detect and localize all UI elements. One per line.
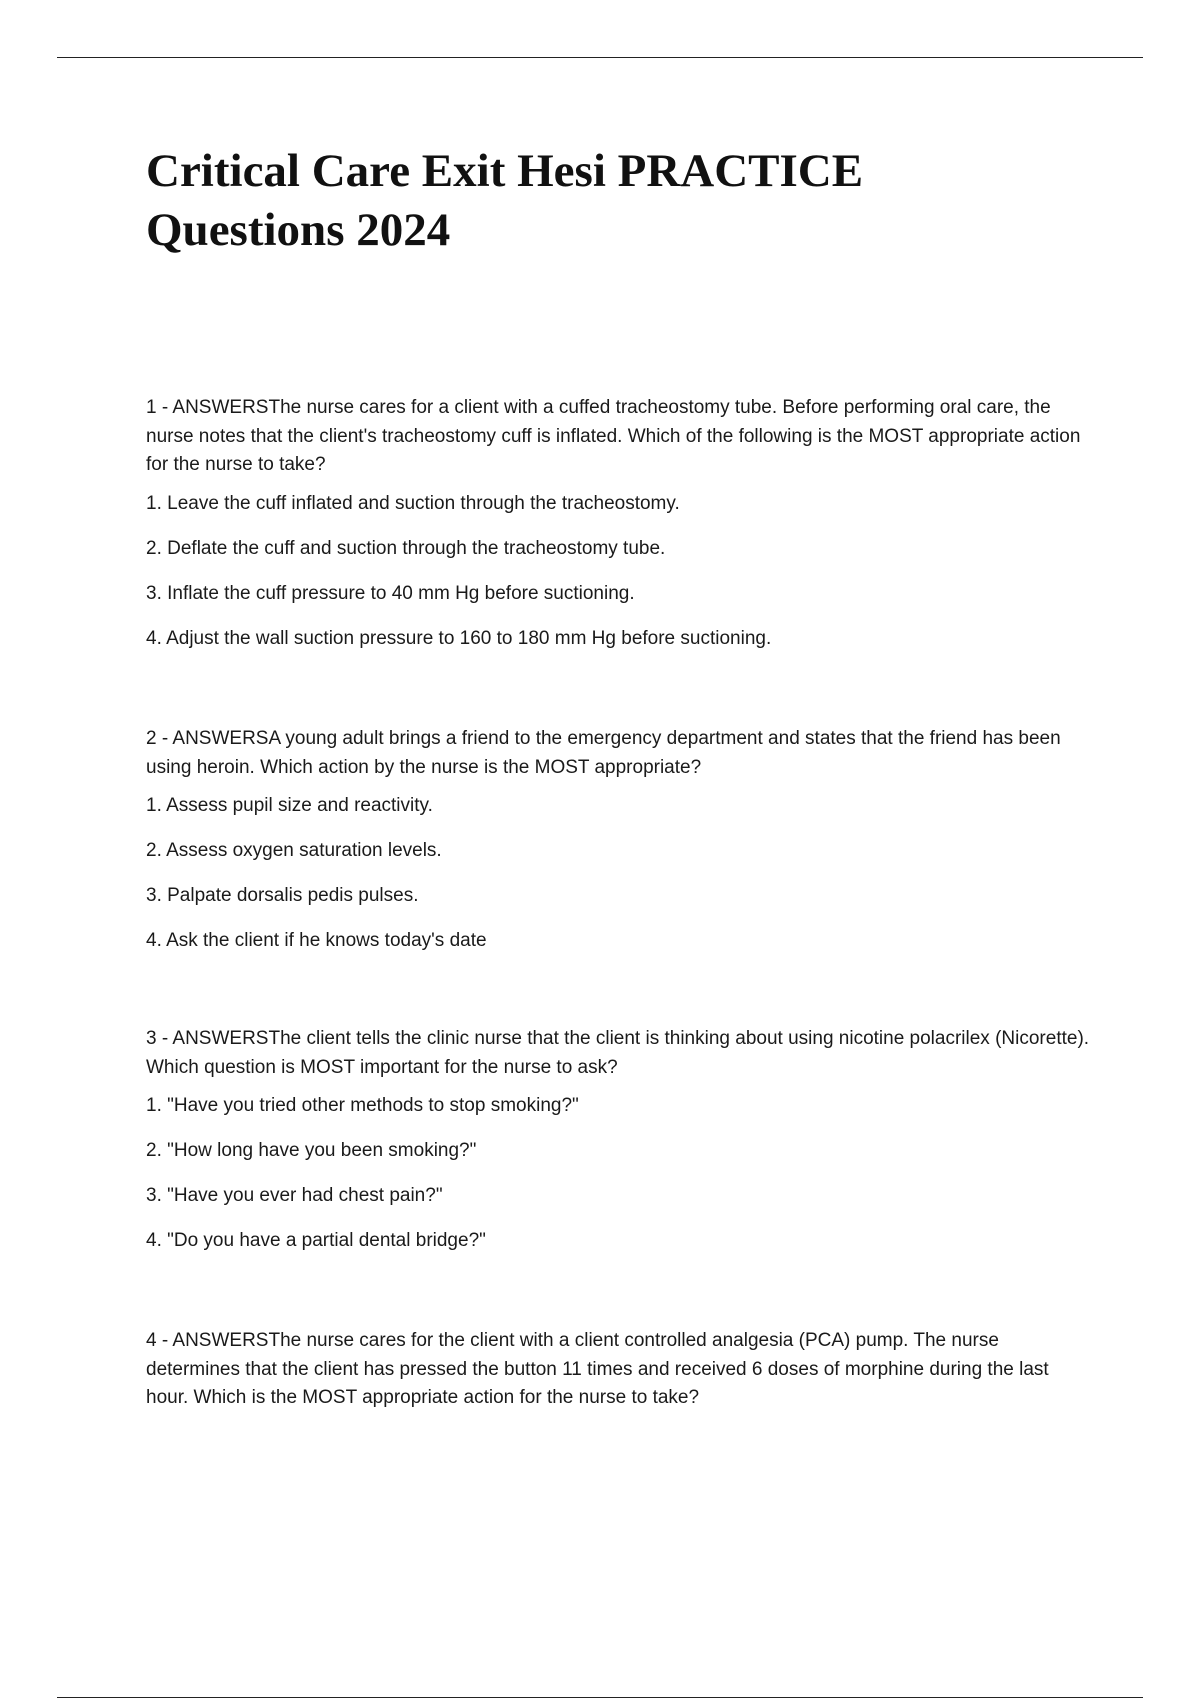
answer-option: 2. Assess oxygen saturation levels. <box>146 840 442 861</box>
answer-option: 4. Adjust the wall suction pressure to 160 to 180 mm Hg before suctioning. <box>146 627 772 649</box>
bottom-divider <box>57 1697 1143 1698</box>
answer-option: 3. Palpate dorsalis pedis pulses. <box>146 885 419 906</box>
question-text: 1 - ANSWERSThe nurse cares for a client with a cuffed tracheostomy tube. Before performing oral care, the nurse notes that the client's tracheostomy cuff is inflated. Which of the following is the MOST appropriate action for the nurse to take? <box>146 397 1081 475</box>
question-text: 4 - ANSWERSThe nurse cares for the client with a client controlled analgesia (PCA) pump. The nurse determines that the client has pressed the button 11 times and received 6 doses of morphine during the last hour. Which is the MOST appropriate action for the nurse to take? <box>146 1330 1049 1408</box>
answer-option: 1. Leave the cuff inflated and suction through the tracheostomy. <box>146 492 680 514</box>
question-text: 3 - ANSWERSThe client tells the clinic nurse that the client is thinking about using nicotine polacrilex (Nicorette). Which question is MOST important for the nurse to ask? <box>146 1028 1090 1078</box>
answer-option: 2. Deflate the cuff and suction through the tracheostomy tube. <box>146 537 666 559</box>
answer-options <box>146 490 1091 653</box>
answer-options <box>146 1092 1091 1255</box>
answer-option: 3. Inflate the cuff pressure to 40 mm Hg before suctioning. <box>146 582 635 604</box>
answer-option: 1. "Have you tried other methods to stop smoking?" <box>146 1095 579 1116</box>
question-text: 2 - ANSWERSA young adult brings a friend to the emergency department and states that the friend has been using heroin. Which action by the nurse is the MOST appropriate? <box>146 728 1061 778</box>
answer-options <box>146 792 1091 955</box>
question-2 <box>146 725 1091 972</box>
question-4 <box>146 1327 1091 1423</box>
answer-option: 4. "Do you have a partial dental bridge?" <box>146 1230 486 1251</box>
answer-option: 3. "Have you ever had chest pain?" <box>146 1185 443 1206</box>
question-1 <box>146 394 1091 670</box>
answer-option: 4. Ask the client if he knows today's date <box>146 930 487 951</box>
question-3 <box>146 1025 1091 1272</box>
top-divider <box>57 57 1143 58</box>
answer-option: 2. "How long have you been smoking?" <box>146 1140 477 1161</box>
answer-option: 1. Assess pupil size and reactivity. <box>146 795 433 816</box>
page-title: Critical Care Exit Hesi PRACTICE Questions 2024 <box>146 145 864 256</box>
